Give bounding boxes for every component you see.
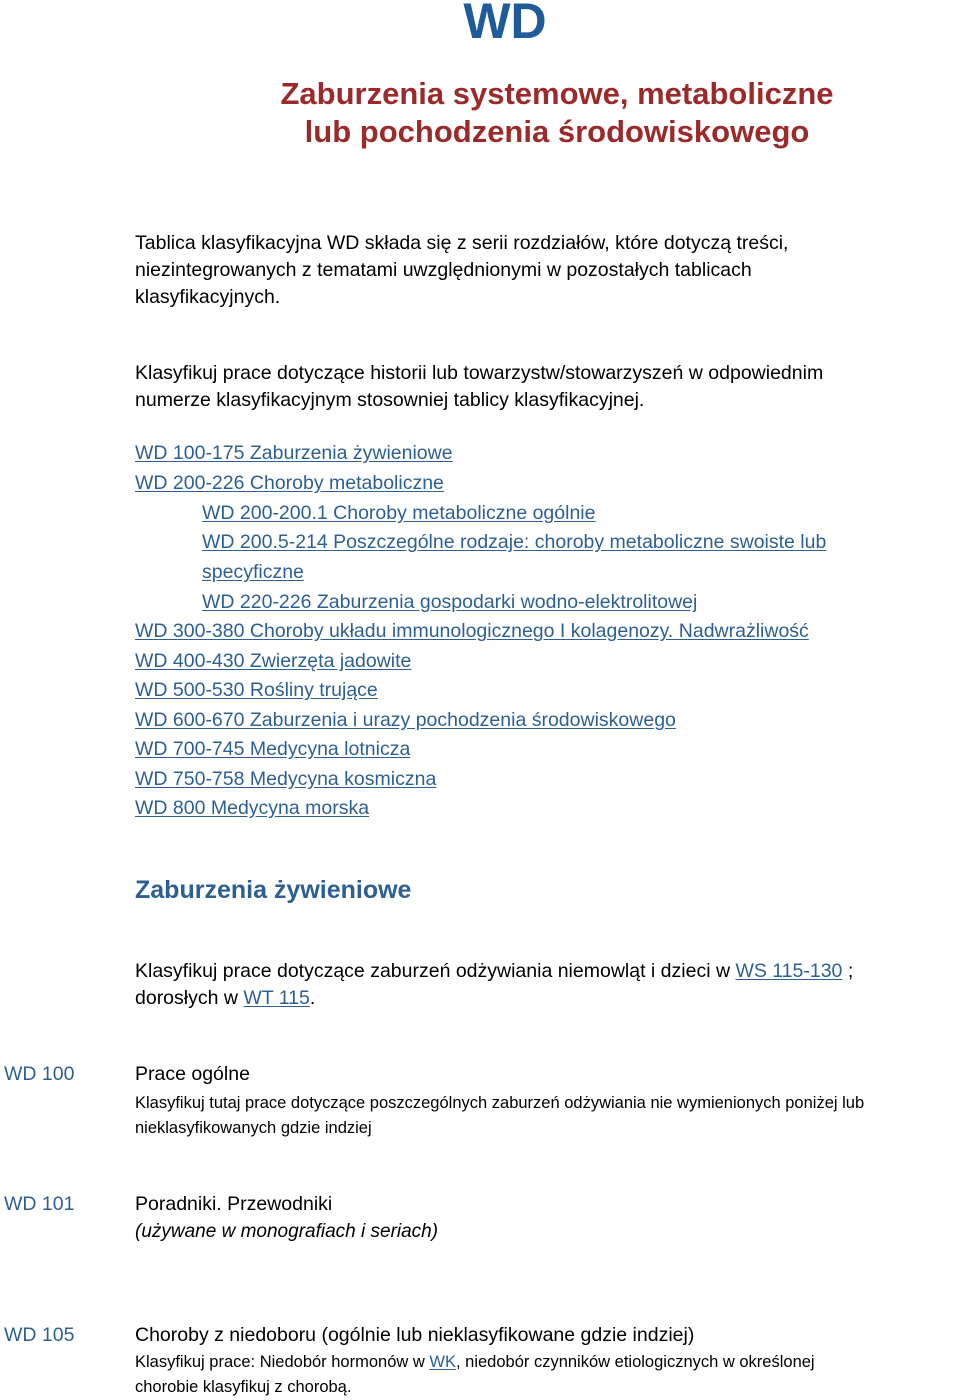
page-title: WD — [463, 0, 547, 49]
subtitle-line-2: lub pochodzenia środowiskowego — [304, 114, 810, 149]
subtitle-line-1: Zaburzenia systemowe, metaboliczne — [280, 76, 834, 111]
entry-desc-text: Klasyfikuj prace: Niedobór hormonów w — [135, 1353, 430, 1371]
note-text: Klasyfikuj prace dotyczące zaburzeń odżywiania niemowląt i dzieci w — [135, 960, 736, 982]
intro-paragraph-2 — [135, 360, 935, 414]
section-note-line-2 — [135, 985, 853, 1012]
toc-link-wd100-175[interactable]: WD 100-175 Zaburzenia żywieniowe — [135, 442, 453, 464]
intro-line: numerze klasyfikacyjnym stosowniej tablicy klasyfikacyjnej. — [135, 389, 645, 411]
intro-paragraph-1 — [135, 230, 935, 311]
section-note — [135, 958, 853, 1012]
entry-code-wd101: WD 101 — [4, 1193, 75, 1215]
entry-title-wd105: Choroby z niedoboru (ogólnie lub nieklasyfikowane gdzie indziej) — [135, 1324, 695, 1346]
toc-link-wd220-226[interactable]: WD 220-226 Zaburzenia gospodarki wodno-elektrolitowej — [202, 591, 698, 613]
entry-title-wd100: Prace ogólne — [135, 1063, 250, 1085]
entry-desc-line: Klasyfikuj tutaj prace dotyczące poszczególnych zaburzeń odżywiania nie wymienionych poniżej lub — [135, 1094, 865, 1112]
entry-desc-wd100 — [135, 1091, 864, 1141]
entry-desc-line-2: chorobie klasyfikuj z chorobą. — [135, 1378, 352, 1396]
toc-link-wd200-226[interactable]: WD 200-226 Choroby metaboliczne — [135, 472, 444, 494]
note-text: ; — [842, 960, 854, 982]
entry-code-wd105: WD 105 — [4, 1324, 75, 1346]
intro-line: klasyfikacyjnych. — [135, 286, 281, 308]
toc-link-wd600-670[interactable]: WD 600-670 Zaburzenia i urazy pochodzenia środowiskowego — [135, 709, 676, 731]
entry-desc-line-1 — [135, 1350, 815, 1375]
entry-desc-wd105 — [135, 1350, 815, 1400]
entry-code-wd100: WD 100 — [4, 1063, 75, 1085]
toc-link-wd200-5-214[interactable]: WD 200.5-214 Poszczególne rodzaje: choroby metaboliczne swoiste lub — [202, 531, 827, 553]
toc-link-wd750-758[interactable]: WD 750-758 Medycyna kosmiczna — [135, 768, 437, 790]
toc-link-wd800[interactable]: WD 800 Medycyna morska — [135, 797, 370, 819]
toc-link-wd200-5-214-cont[interactable]: specyficzne — [202, 561, 304, 583]
intro-line: niezintegrowanych z tematami uwzględnionymi w pozostałych tablicach — [135, 259, 752, 281]
section-note-line-1 — [135, 958, 853, 985]
wt115-link[interactable]: WT 115 — [243, 987, 310, 1009]
ws115-130-link[interactable]: WS 115-130 — [735, 960, 843, 982]
toc-link-wd500-530[interactable]: WD 500-530 Rośliny trujące — [135, 679, 378, 701]
intro-line: Tablica klasyfikacyjna WD składa się z serii rozdziałów, które dotyczą treści, — [135, 232, 789, 254]
entry-desc-text: , niedobór czynników etiologicznych w określonej — [455, 1353, 815, 1371]
toc-link-wd200-200-1[interactable]: WD 200-200.1 Choroby metaboliczne ogólnie — [202, 502, 596, 524]
entry-title-wd101: Poradniki. Przewodniki — [135, 1193, 333, 1215]
section-heading: Zaburzenia żywieniowe — [135, 876, 412, 904]
wk-link[interactable]: WK — [429, 1353, 456, 1371]
entry-note-wd101: (używane w monografiach i seriach) — [135, 1221, 439, 1242]
toc-link-wd300-380[interactable]: WD 300-380 Choroby układu immunologicznego I kolagenozy. Nadwrażliwość — [135, 620, 809, 642]
entry-desc-line: nieklasyfikowanych gdzie indziej — [135, 1119, 372, 1137]
intro-line: Klasyfikuj prace dotyczące historii lub towarzystw/stowarzyszeń w odpowiednim — [135, 362, 824, 384]
note-text: dorosłych w — [135, 987, 244, 1009]
toc-link-wd400-430[interactable]: WD 400-430 Zwierzęta jadowite — [135, 650, 412, 672]
toc-link-wd700-745[interactable]: WD 700-745 Medycyna lotnicza — [135, 738, 411, 760]
note-text: . — [309, 987, 316, 1009]
